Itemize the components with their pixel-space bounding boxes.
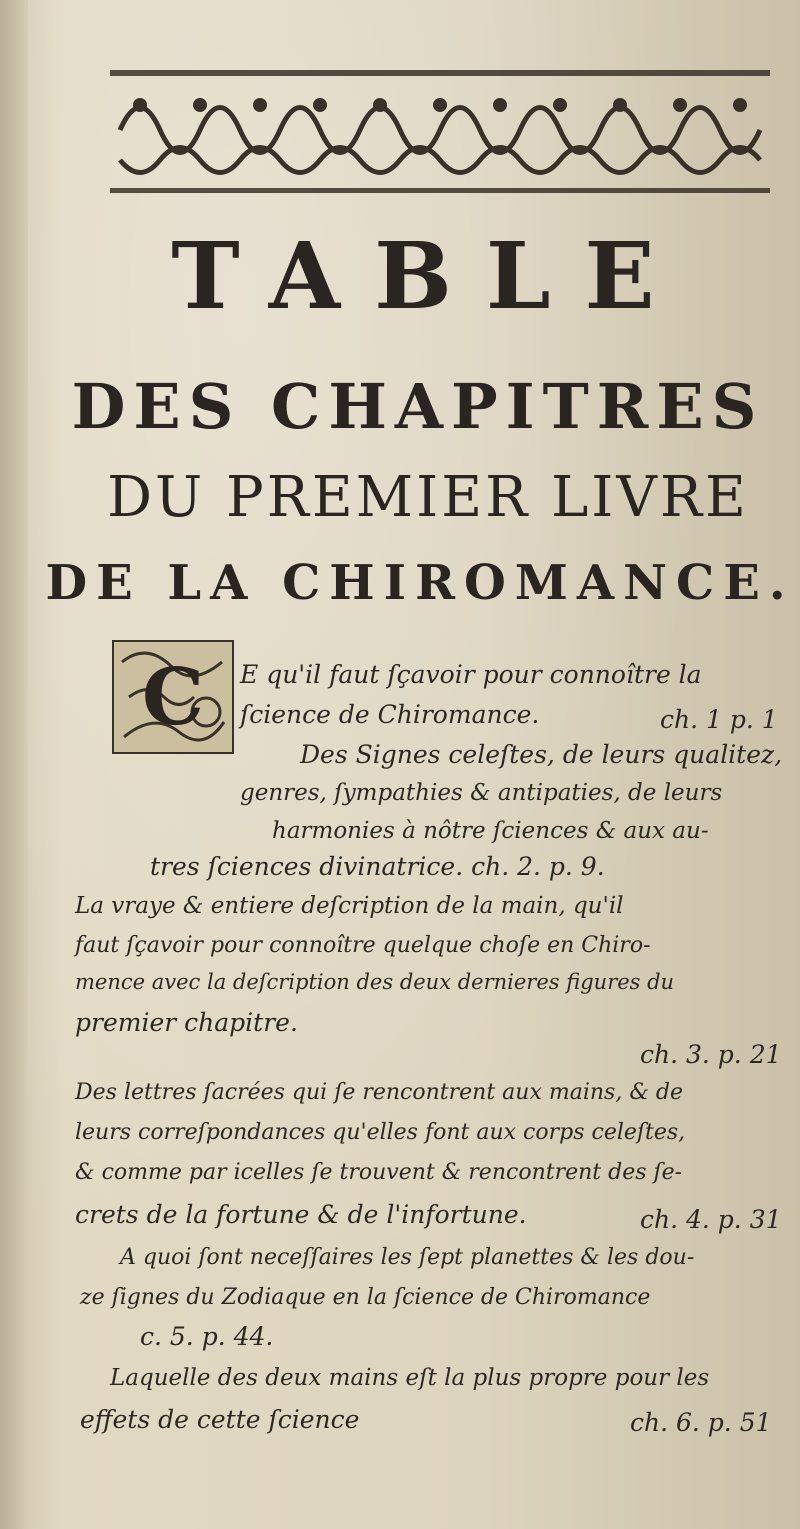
entry-line: effets de cette ſcience — [80, 1405, 360, 1434]
entry-line: leurs correſpondances qu'elles font aux corps celeſtes, — [75, 1120, 686, 1145]
dropcap-letter: C — [141, 652, 205, 743]
entry-line: crets de la fortune & de l'infortune. — [75, 1200, 527, 1229]
page-reference: ch. 4. p. 31 — [640, 1205, 782, 1234]
title-chiromance: DE LA CHIROMANCE. — [45, 555, 795, 611]
entry-line: c. 5. p. 44. — [140, 1322, 274, 1351]
entry-line: Des lettres ſacrées qui ſe rencontrent aux mains, & de — [75, 1080, 683, 1105]
entry-line: ze ſignes du Zodiaque en la ſcience de Chiromance — [80, 1285, 651, 1310]
entry-line: genres, ſympathies & antipaties, de leurs — [240, 780, 723, 806]
entry-line: Des Signes celeſtes, de leurs qualitez, — [300, 740, 783, 769]
entry-line: ſcience de Chiromance. — [240, 700, 540, 729]
entry-line: A quoi ſont neceſſaires les ſept planettes & les dou- — [120, 1245, 695, 1270]
entry-line: faut ſçavoir pour connoître quelque choſe en Chiro- — [75, 933, 651, 958]
entry-line: mence avec la deſcription des deux dernieres figures du — [75, 970, 675, 994]
entry-line: tres ſciences divinatrice. ch. 2. p. 9. — [150, 852, 605, 881]
entry-line: & comme par icelles ſe trouvent & rencontrent des ſe- — [75, 1160, 683, 1185]
title-chapitres: DES CHAPITRES — [71, 370, 765, 443]
entry-line: La vraye & entiere deſcription de la main, qu'il — [75, 893, 624, 919]
title-livre: DU PREMIER LIVRE — [107, 465, 749, 530]
page-reference: ch. 3. p. 21 — [640, 1040, 782, 1069]
entry-line: Laquelle des deux mains eſt la plus propre pour les — [110, 1365, 710, 1391]
entry-line: harmonies à nôtre ſciences & aux au- — [272, 818, 709, 844]
page-reference: ch. 1 p. 1 — [660, 705, 778, 734]
entry-line: premier chapitre. — [75, 1008, 298, 1037]
entry-line: E qu'il faut ſçavoir pour connoître la — [240, 660, 702, 689]
title-table: TABLE — [171, 222, 689, 330]
page-reference: ch. 6. p. 51 — [630, 1408, 772, 1437]
